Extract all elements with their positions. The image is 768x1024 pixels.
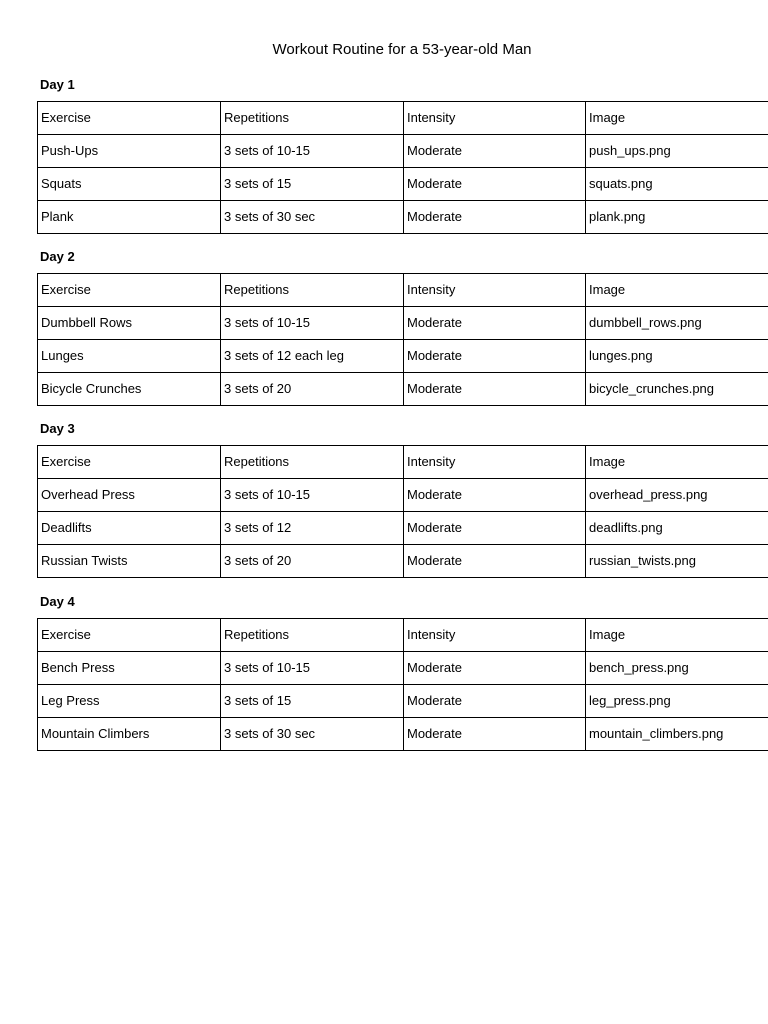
cell-image: bicycle_crunches.png [586, 373, 768, 406]
table-row [38, 307, 768, 340]
table-row [38, 373, 768, 406]
header-repetitions: Repetitions [221, 446, 404, 479]
cell-image: plank.png [586, 201, 768, 234]
cell-image: squats.png [586, 168, 768, 201]
document-title: Workout Routine for a 53-year-old Man [272, 41, 532, 58]
cell-image: lunges.png [586, 340, 768, 373]
day-3-table [37, 445, 768, 578]
cell-image: russian_twists.png [586, 545, 768, 578]
cell-exercise: Dumbbell Rows [38, 307, 221, 340]
day-heading: Day 2 [40, 249, 75, 264]
table-row [38, 718, 768, 751]
cell-exercise: Bench Press [38, 652, 221, 685]
day-2-table [37, 273, 768, 406]
header-intensity: Intensity [404, 619, 586, 652]
cell-exercise: Lunges [38, 340, 221, 373]
header-intensity: Intensity [404, 446, 586, 479]
table-row [38, 685, 768, 718]
cell-exercise: Overhead Press [38, 479, 221, 512]
table-row [38, 652, 768, 685]
table-row [38, 512, 768, 545]
header-image: Image [586, 102, 768, 135]
cell-intensity: Moderate [404, 307, 586, 340]
cell-intensity: Moderate [404, 340, 586, 373]
cell-image: deadlifts.png [586, 512, 768, 545]
day-heading: Day 4 [40, 594, 75, 609]
cell-intensity: Moderate [404, 652, 586, 685]
cell-intensity: Moderate [404, 373, 586, 406]
cell-intensity: Moderate [404, 545, 586, 578]
table-row [38, 545, 768, 578]
table-row [38, 135, 768, 168]
cell-image: push_ups.png [586, 135, 768, 168]
header-exercise: Exercise [38, 619, 221, 652]
table-row [38, 479, 768, 512]
cell-repetitions: 3 sets of 15 [221, 685, 404, 718]
cell-exercise: Deadlifts [38, 512, 221, 545]
cell-exercise: Squats [38, 168, 221, 201]
header-repetitions: Repetitions [221, 274, 404, 307]
header-image: Image [586, 446, 768, 479]
cell-repetitions: 3 sets of 10-15 [221, 652, 404, 685]
cell-image: dumbbell_rows.png [586, 307, 768, 340]
cell-exercise: Plank [38, 201, 221, 234]
cell-intensity: Moderate [404, 135, 586, 168]
cell-repetitions: 3 sets of 20 [221, 545, 404, 578]
cell-repetitions: 3 sets of 10-15 [221, 479, 404, 512]
cell-intensity: Moderate [404, 168, 586, 201]
cell-intensity: Moderate [404, 685, 586, 718]
cell-exercise: Russian Twists [38, 545, 221, 578]
header-repetitions: Repetitions [221, 619, 404, 652]
cell-intensity: Moderate [404, 479, 586, 512]
cell-repetitions: 3 sets of 15 [221, 168, 404, 201]
header-exercise: Exercise [38, 274, 221, 307]
table-header-row [38, 446, 768, 479]
day-heading: Day 1 [40, 77, 75, 92]
cell-repetitions: 3 sets of 30 sec [221, 201, 404, 234]
header-exercise: Exercise [38, 102, 221, 135]
header-image: Image [586, 274, 768, 307]
header-intensity: Intensity [404, 102, 586, 135]
day-1-table [37, 101, 768, 234]
header-exercise: Exercise [38, 446, 221, 479]
cell-image: leg_press.png [586, 685, 768, 718]
table-header-row [38, 102, 768, 135]
header-image: Image [586, 619, 768, 652]
cell-repetitions: 3 sets of 10-15 [221, 307, 404, 340]
table-row [38, 340, 768, 373]
cell-repetitions: 3 sets of 12 each leg [221, 340, 404, 373]
day-4-table [37, 618, 768, 751]
table-header-row [38, 619, 768, 652]
cell-intensity: Moderate [404, 201, 586, 234]
day-heading: Day 3 [40, 421, 75, 436]
cell-repetitions: 3 sets of 20 [221, 373, 404, 406]
header-repetitions: Repetitions [221, 102, 404, 135]
table-header-row [38, 274, 768, 307]
cell-exercise: Push-Ups [38, 135, 221, 168]
cell-repetitions: 3 sets of 12 [221, 512, 404, 545]
table-row [38, 201, 768, 234]
cell-exercise: Leg Press [38, 685, 221, 718]
header-intensity: Intensity [404, 274, 586, 307]
cell-image: bench_press.png [586, 652, 768, 685]
cell-repetitions: 3 sets of 30 sec [221, 718, 404, 751]
cell-exercise: Bicycle Crunches [38, 373, 221, 406]
cell-repetitions: 3 sets of 10-15 [221, 135, 404, 168]
cell-intensity: Moderate [404, 512, 586, 545]
cell-image: overhead_press.png [586, 479, 768, 512]
table-row [38, 168, 768, 201]
cell-exercise: Mountain Climbers [38, 718, 221, 751]
cell-intensity: Moderate [404, 718, 586, 751]
cell-image: mountain_climbers.png [586, 718, 768, 751]
